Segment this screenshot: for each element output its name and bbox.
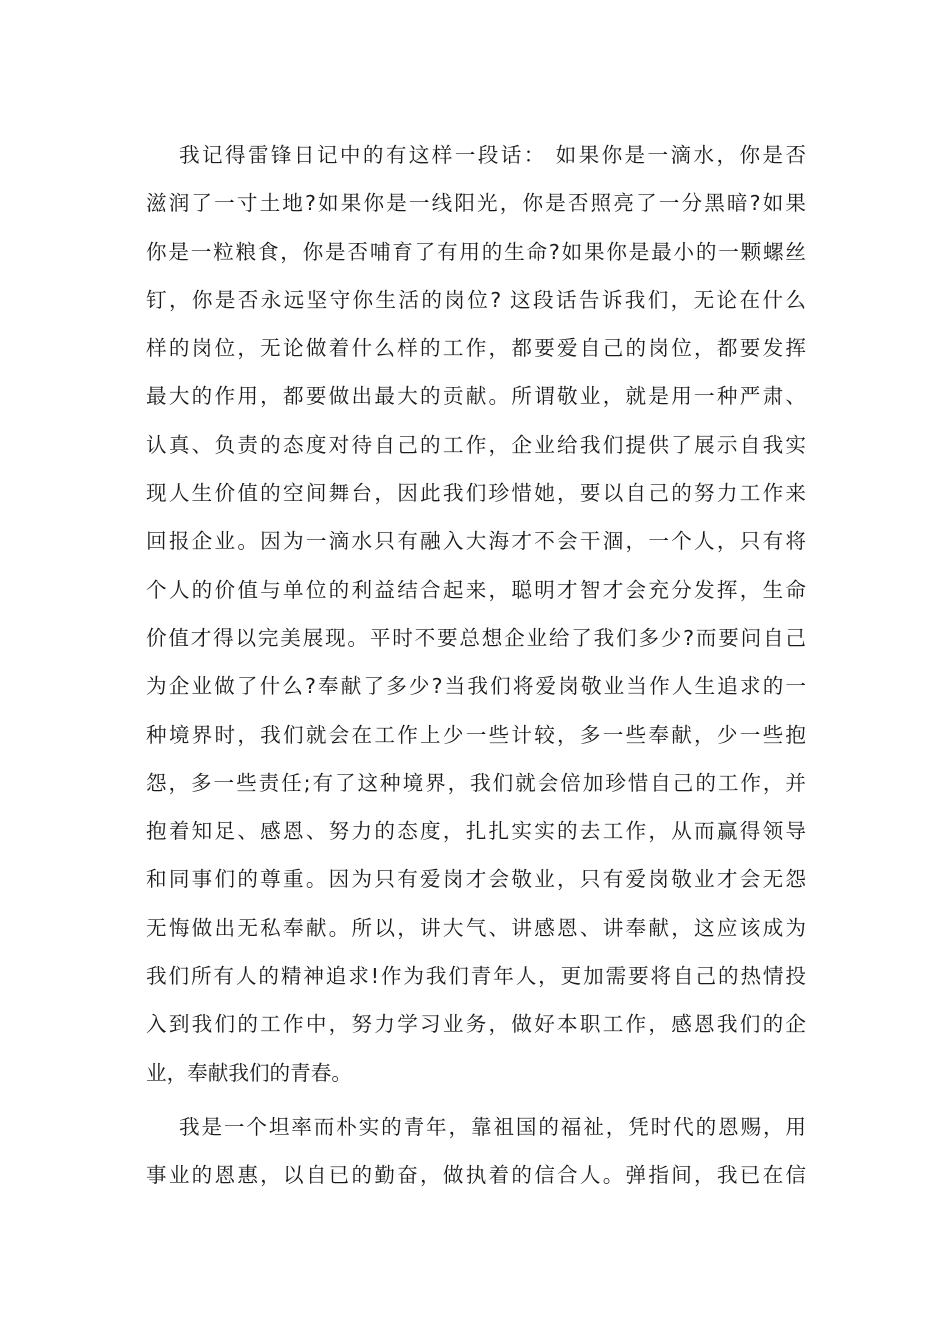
paragraph-line: 我是一个坦率而朴实的青年，靠祖国的福祉，凭时代的恩赐，用: [179, 1114, 806, 1139]
paragraph-line: 怨，多一些责任;有了这种境界，我们就会倍加珍惜自己的工作，并: [146, 770, 806, 795]
paragraph-line: 最大的作用，都要做出最大的贡献。所谓敬业，就是用一种严肃、: [146, 384, 806, 409]
paragraph-line: 现人生价值的空间舞台，因此我们珍惜她，要以自己的努力工作来: [146, 481, 806, 506]
paragraph-line: 滋润了一寸土地?如果你是一线阳光，你是否照亮了一分黑暗?如果: [146, 191, 806, 216]
paragraph-line: 个人的价值与单位的利益结合起来，聪明才智才会充分发挥，生命: [146, 577, 806, 602]
paragraph-1: [146, 131, 806, 1097]
paragraph-line: 业，奉献我们的青春。: [146, 1060, 352, 1085]
paragraph-line: 样的岗位，无论做着什么样的工作，都要爱自己的岗位，都要发挥: [146, 336, 806, 361]
document-body: [146, 131, 806, 1200]
paragraph-line: 和同事们的尊重。因为只有爱岗才会敬业，只有爱岗敬业才会无怨: [146, 867, 806, 892]
paragraph-line: 你是一粒粮食，你是否哺育了有用的生命?如果你是最小的一颗螺丝: [146, 239, 806, 264]
paragraph-line: 入到我们的工作中，努力学习业务，做好本职工作，感恩我们的企: [146, 1012, 806, 1037]
paragraph-line: 认真、负责的态度对待自己的工作，企业给我们提供了展示自我实: [146, 432, 806, 457]
paragraph-line: 钉，你是否永远坚守你生活的岗位? 这段话告诉我们，无论在什么: [146, 287, 806, 312]
paragraph-line: 无悔做出无私奉献。所以，讲大气、讲感恩、讲奉献，这应该成为: [146, 915, 806, 940]
paragraph-line: 我记得雷锋日记中的有这样一段话： 如果你是一滴水，你是否: [179, 143, 806, 167]
paragraph-2: [146, 1103, 806, 1200]
paragraph-line: 为企业做了什么?奉献了多少?当我们将爱岗敬业当作人生追求的一: [146, 674, 806, 699]
paragraph-line: 价值才得以完美展现。平时不要总想企业给了我们多少?而要问自己: [146, 625, 806, 650]
paragraph-line: 我们所有人的精神追求!作为我们青年人，更加需要将自己的热情投: [146, 964, 806, 989]
paragraph-line: 种境界时，我们就会在工作上少一些计较，多一些奉献，少一些抱: [146, 722, 806, 747]
paragraph-line: 抱着知足、感恩、努力的态度，扎扎实实的去工作，从而赢得领导: [146, 819, 806, 844]
paragraph-line: 回报企业。因为一滴水只有融入大海才不会干涸，一个人，只有将: [146, 529, 806, 554]
paragraph-line: 事业的恩惠，以自已的勤奋，做执着的信合人。弹指间，我已在信: [146, 1163, 806, 1188]
